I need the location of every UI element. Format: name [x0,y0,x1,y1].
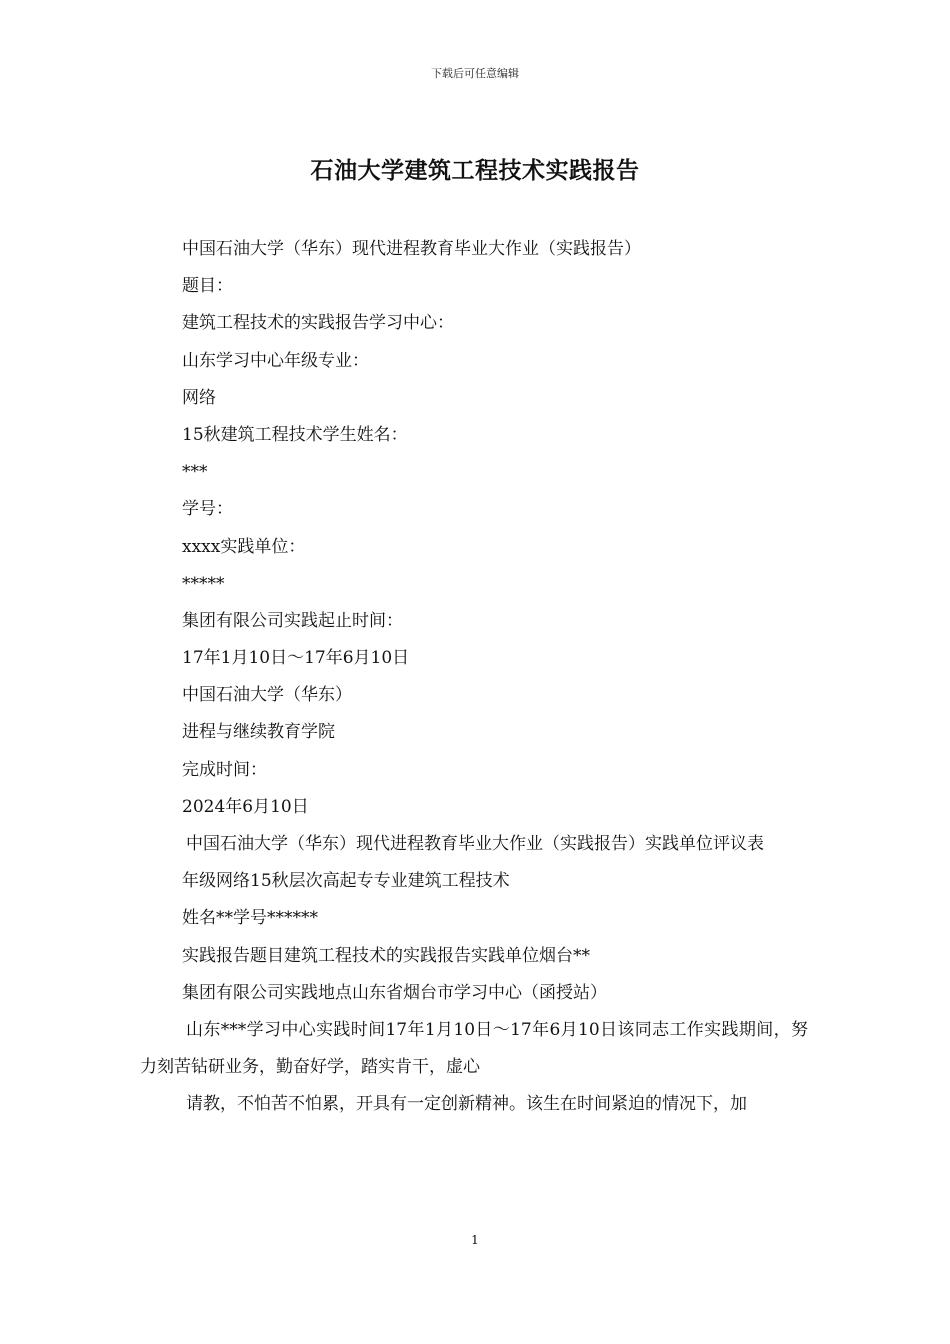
body-line: 集团有限公司实践起止时间： [182,610,403,631]
body-line: ***** [182,573,225,594]
body-line: 中国石油大学（华东） [182,685,352,706]
body-line: 姓名**学号****** [182,908,318,929]
body-line: 网络 [182,387,216,408]
body-paragraph: 请教，不怕苦不怕累，开具有一定创新精神。该生在时间紧迫的情况下，加 [186,1094,747,1115]
body-paragraph-evaluation-title: 中国石油大学（华东）现代进程教育毕业大作业（实践报告）实践单位评议表 [186,834,764,854]
body-line: 进程与继续教育学院 [182,722,335,743]
body-line: 集团有限公司实践地点山东省烟台市学习中心（函授站） [182,982,607,1003]
body-line: 17年1月10日～17年6月10日 [182,648,410,669]
body-line: 题目： [182,276,233,297]
page-number: 1 [471,1233,479,1247]
body-line: 学号： [182,499,233,520]
body-line: 15秋建筑工程技术学生姓名： [182,424,408,445]
body-line: 中国石油大学（华东）现代进程教育毕业大作业（实践报告） [182,239,641,259]
body-line: 年级网络15秋层次高起专专业建筑工程技术 [182,871,510,892]
document-title: 石油大学建筑工程技术实践报告 [310,157,640,184]
document-body [140,231,808,1124]
body-line: 建筑工程技术的实践报告学习中心： [182,313,454,334]
body-line: *** [182,462,208,483]
body-line: 实践报告题目建筑工程技术的实践报告实践单位烟台** [182,945,590,966]
header-note: 下载后可任意编辑 [431,67,519,80]
body-paragraph: 山东***学习中心实践时间17年1月10日～17年6月10日该同志工作实践期间，努力刻苦钻研业务，勤奋好学，踏实肯干，虚心 [140,1019,808,1078]
body-line: xxxx实践单位： [182,536,306,557]
body-line: 山东学习中心年级专业： [182,350,369,371]
body-line: 完成时间： [182,759,267,780]
body-line: 2024年6月10日 [182,796,309,817]
